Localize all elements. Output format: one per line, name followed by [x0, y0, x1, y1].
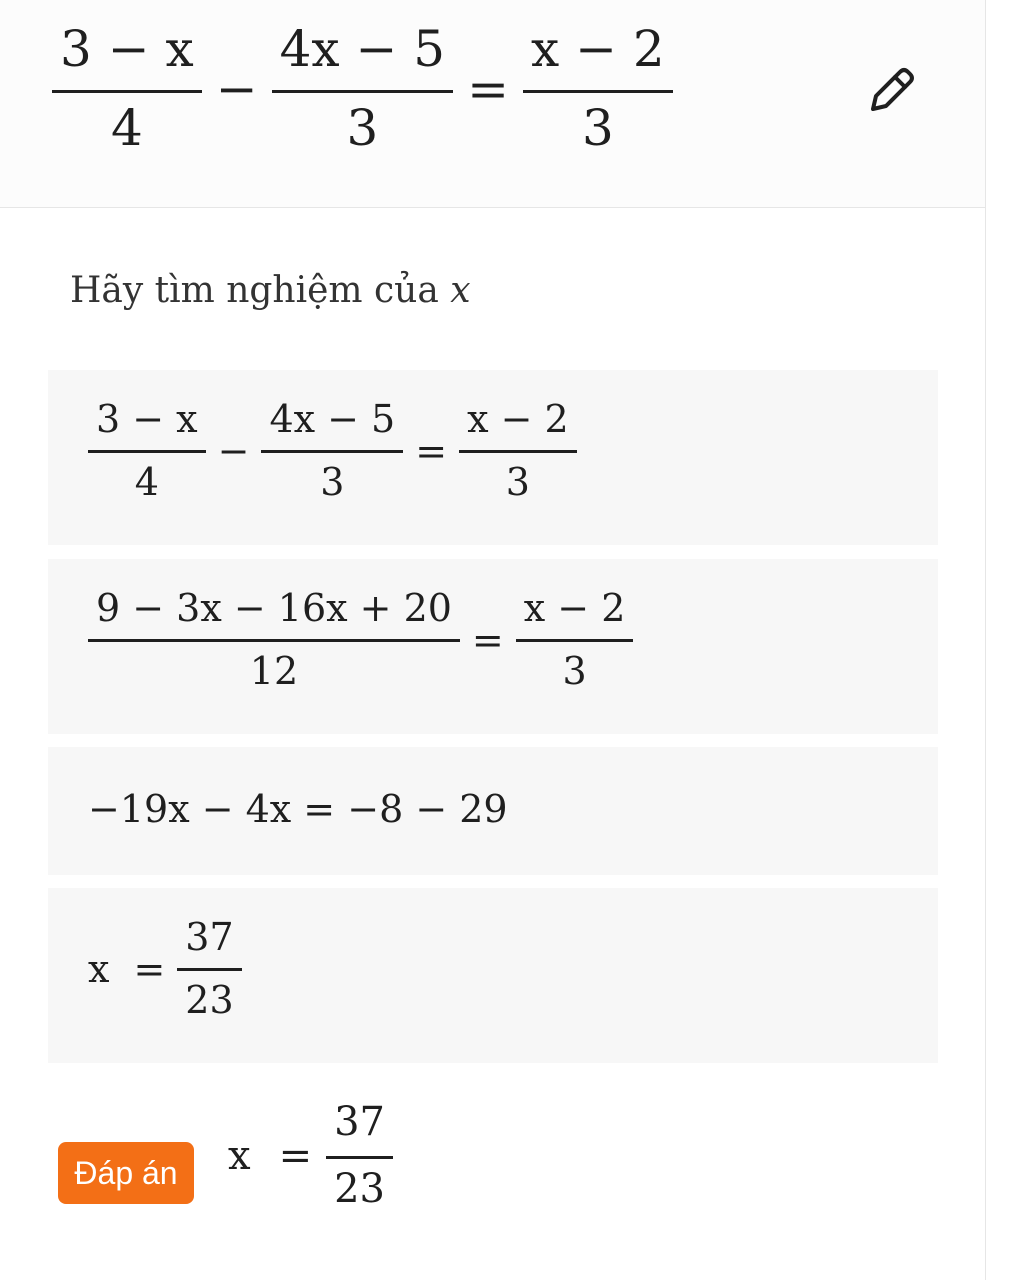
fraction [88, 586, 460, 693]
variable: x [88, 946, 110, 991]
equals-sign: = [415, 428, 448, 473]
numerator: 3 − x [60, 20, 194, 78]
numerator: 4x − 5 [269, 397, 396, 441]
numerator: x − 2 [523, 586, 626, 630]
solution-step [48, 370, 938, 545]
numerator: 4x − 5 [279, 20, 446, 78]
solution-step [48, 559, 938, 734]
denominator: 12 [249, 649, 299, 693]
numerator: 37 [334, 1099, 385, 1145]
numerator: x − 2 [531, 20, 665, 78]
solution-step [48, 747, 938, 875]
equals-sign: = [133, 946, 166, 991]
fraction [516, 586, 634, 693]
denominator: 3 [320, 460, 345, 504]
denominator: 3 [346, 99, 379, 157]
denominator: 23 [334, 1166, 385, 1212]
solution-step [48, 888, 938, 1063]
equals-sign: = [467, 59, 510, 118]
denominator: 3 [581, 99, 614, 157]
fraction [52, 20, 202, 157]
answer-badge: Đáp án [58, 1142, 194, 1204]
equals-sign: = [278, 1132, 313, 1179]
step-equation [88, 787, 508, 831]
fraction [326, 1099, 393, 1212]
fraction [459, 397, 577, 504]
instruction-variable: x [450, 270, 471, 311]
denominator: 3 [562, 649, 587, 693]
step-equation [88, 586, 633, 693]
fraction [523, 20, 673, 157]
numerator: 3 − x [96, 397, 198, 441]
step-equation [88, 397, 577, 504]
numerator: 37 [185, 915, 234, 959]
answer-equation [228, 1099, 393, 1212]
denominator: 4 [134, 460, 159, 504]
instruction-label: Hãy tìm nghiệm của [70, 270, 439, 311]
instruction-text [70, 270, 471, 311]
numerator: 9 − 3x − 16x + 20 [96, 586, 452, 630]
denominator: 3 [505, 460, 530, 504]
problem-header [0, 0, 985, 208]
denominator: 23 [185, 978, 234, 1022]
fraction [261, 397, 403, 504]
minus-sign: − [215, 59, 258, 118]
step-equation [88, 915, 242, 1022]
problem-equation [52, 20, 673, 157]
fraction [272, 20, 454, 157]
fraction [177, 915, 241, 1022]
equals-sign: = [471, 617, 504, 662]
equation-text: −19x − 4x = −8 − 29 [88, 787, 508, 831]
fraction [88, 397, 206, 504]
pencil-icon[interactable] [864, 62, 920, 118]
right-border [985, 0, 986, 1280]
denominator: 4 [110, 99, 143, 157]
minus-sign: − [217, 428, 250, 473]
numerator: x − 2 [467, 397, 569, 441]
variable: x [228, 1132, 251, 1179]
